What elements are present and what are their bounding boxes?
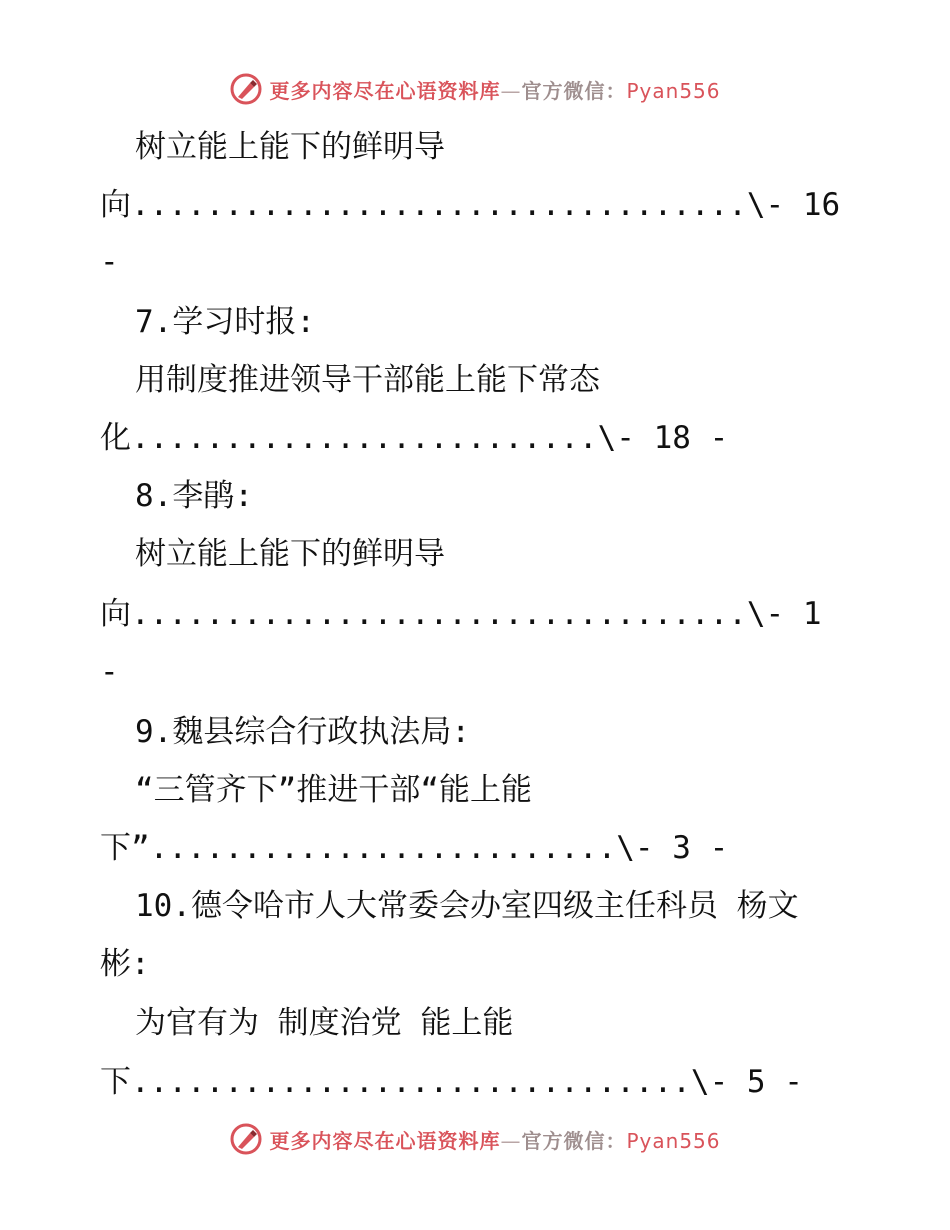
- pen-logo-icon: [229, 72, 263, 106]
- watermark-id: Pyan556: [626, 78, 721, 103]
- toc-line: 向.................................\- 1: [100, 596, 822, 632]
- toc-line: 8.李鹃:: [135, 478, 253, 514]
- watermark-footer: [0, 1122, 950, 1156]
- watermark-id: Pyan556: [626, 1128, 721, 1153]
- toc-line: 下”.........................\- 3 -: [100, 830, 729, 866]
- toc-line: 化.........................\- 18 -: [100, 420, 729, 456]
- toc-line: 7.学习时报:: [135, 304, 315, 340]
- watermark-sub-text: 官方微信：: [521, 1128, 627, 1153]
- pen-logo-icon: [229, 1122, 263, 1156]
- watermark-sub-text: 官方微信：: [521, 78, 627, 103]
- toc-line: 彬:: [100, 946, 150, 982]
- watermark-main-text: 更多内容尽在心语资料库: [269, 78, 501, 103]
- toc-line: -: [100, 654, 119, 690]
- toc-line: 向.................................\- 16: [100, 187, 841, 223]
- toc-line: -: [100, 244, 119, 280]
- toc-line: 9.魏县综合行政执法局:: [135, 714, 470, 750]
- watermark-main-text: 更多内容尽在心语资料库: [269, 1128, 501, 1153]
- watermark-separator: —: [500, 1128, 522, 1153]
- toc-line: 下..............................\- 5 -: [100, 1064, 803, 1100]
- toc-line: 用制度推进领导干部能上能下常态: [135, 362, 600, 398]
- watermark-header: [0, 72, 950, 106]
- toc-line: 10.德令哈市人大常委会办室四级主任科员 杨文: [135, 888, 799, 924]
- toc-line: 树立能上能下的鲜明导: [135, 536, 445, 572]
- toc-line: 为官有为 制度治党 能上能: [135, 1005, 514, 1041]
- toc-line: “三管齐下”推进干部“能上能: [135, 772, 532, 808]
- watermark-separator: —: [500, 78, 522, 103]
- toc-line: 树立能上能下的鲜明导: [135, 129, 445, 165]
